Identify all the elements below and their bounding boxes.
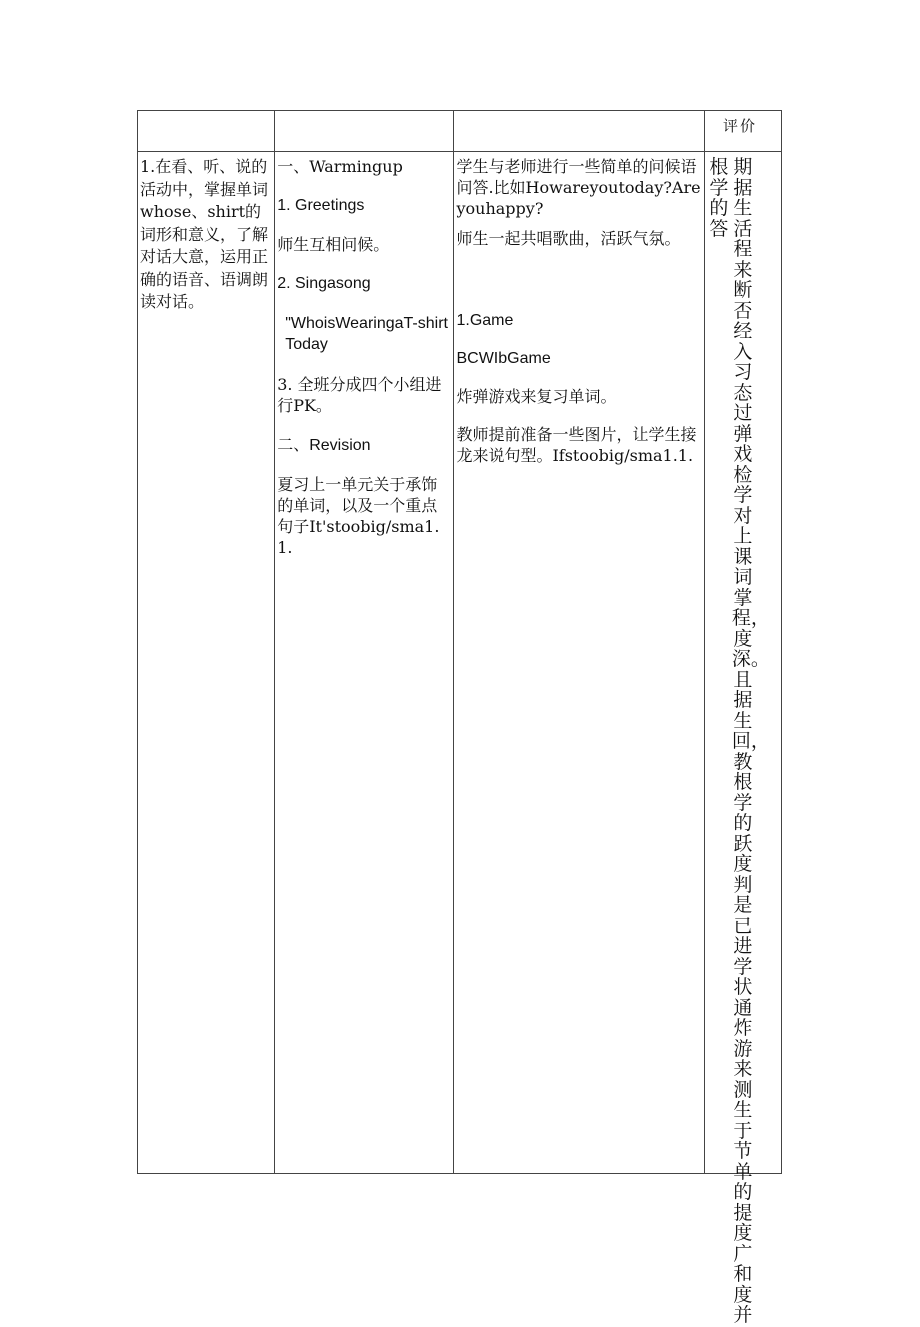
- header-cell-2: [275, 111, 454, 152]
- evaluation-text-column-b: 期据生活程来断否经入习态过弹戏检学对上课词掌程，度深。且据生回，教根学的跃度判是已进学状通炸游来测生于节单的提度广和度并: [731, 157, 770, 1326]
- teacher-activity-cell: [275, 152, 454, 1174]
- greetings-desc: 师生互相问候。: [277, 235, 390, 254]
- table-body-row: [138, 152, 782, 1174]
- evaluation-header: 评价: [722, 117, 757, 135]
- picture-activity-text: 教师提前准备一些图片，让学生接龙来说句型。Ifstoobig/sma1.1.: [456, 425, 697, 465]
- revision-desc: 夏习上一单元关于承饰的单词，以及一个重点句子It'stoobig/sma1.1.: [277, 475, 440, 557]
- header-cell-1: [138, 111, 275, 152]
- game-desc: 炸弹游戏来复习单词。: [456, 387, 617, 406]
- group-pk-item: 3. 全班分成四个小组进行PK。: [277, 375, 442, 415]
- header-cell-evaluation: [704, 111, 781, 152]
- game-name: BCWIbGame: [456, 350, 551, 367]
- header-cell-3: [454, 111, 704, 152]
- student-activity-cell: [454, 152, 704, 1174]
- table-header-row: [138, 111, 782, 152]
- song-title: "WhoisWearingaT-shirtToday: [285, 315, 448, 353]
- revision-title: 二、Revision: [277, 437, 371, 454]
- teaching-goal-text: 1.在看、听、说的活动中，掌握单词whose、shirt的词形和意义，了解对话大意，运用正确的语音、语调朗读对话。: [140, 157, 269, 311]
- song-activity-text: 师生一起共唱歌曲，活跃气氛。: [456, 229, 681, 248]
- game-title: 1.Game: [456, 312, 514, 329]
- lesson-plan-table: [137, 110, 782, 1326]
- sing-item: 2. Singasong: [277, 275, 371, 292]
- evaluation-text-column-a: 根学的答: [709, 157, 729, 240]
- evaluation-cell: [704, 152, 781, 1326]
- warmup-title: 一、Warmingup: [277, 157, 403, 176]
- goal-cell: [138, 152, 275, 1174]
- greeting-dialogue-text: 学生与老师进行一些简单的问候语问答.比如Howareyoutoday?Areyouhappy?: [456, 157, 701, 218]
- greetings-item: 1. Greetings: [277, 197, 365, 214]
